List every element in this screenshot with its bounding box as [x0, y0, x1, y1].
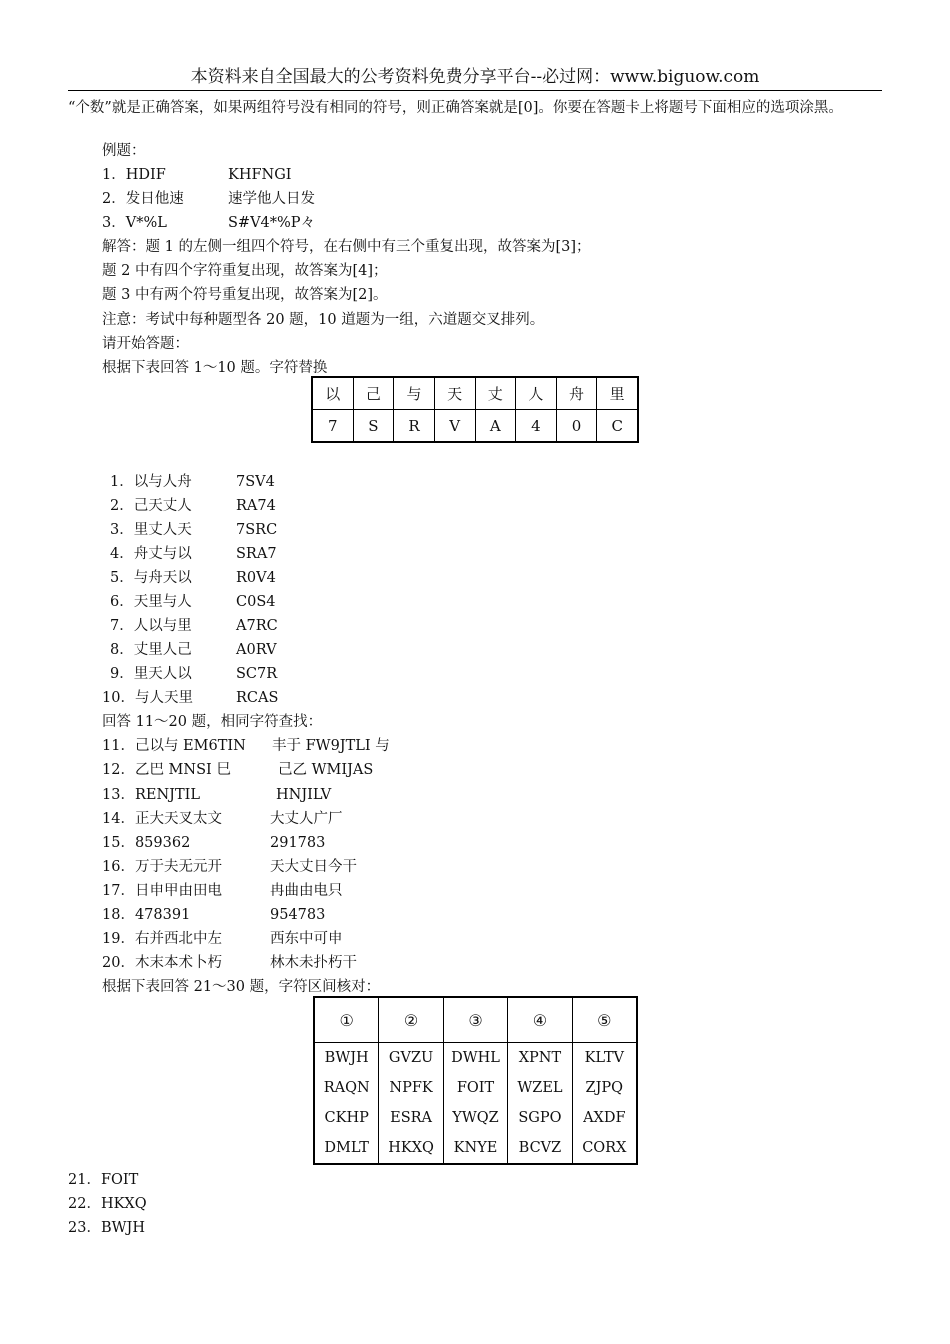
question-code: RA74 — [236, 498, 276, 514]
cell-item: NPFK — [389, 1080, 433, 1096]
question-16 — [102, 857, 357, 877]
column-cell — [443, 1043, 507, 1165]
question-code: 林木未扑朽干 — [270, 955, 357, 971]
table-cell: 丈 — [475, 377, 516, 410]
table-body-row — [314, 1043, 637, 1165]
example-3 — [102, 213, 315, 233]
table-cell: 舟 — [556, 377, 597, 410]
answer-line: 题 3 中有两个符号重复出现，故答案为[2]。 — [102, 287, 388, 303]
question-code: 丰于 FW9JTLI 与 — [272, 738, 390, 754]
example-1 — [102, 165, 292, 185]
question-code: 954783 — [270, 907, 326, 923]
table-cell: 己 — [353, 377, 394, 410]
section3-title: 根据下表回答 21～30 题，字符区间核对： — [102, 979, 381, 995]
column-cell — [572, 1043, 637, 1165]
question-23: 23．BWJH — [68, 1220, 145, 1236]
example-left: 1．HDIF — [102, 167, 166, 183]
question-code: 天大丈日今干 — [270, 859, 357, 875]
question-15 — [102, 833, 325, 853]
example-right: KHFNGI — [228, 167, 292, 183]
question-text: 4．舟丈与以 — [110, 546, 192, 562]
example-2 — [102, 189, 315, 209]
cell-item: DMLT — [324, 1140, 369, 1156]
header-rule — [68, 90, 882, 91]
cell-item: FOIT — [456, 1080, 495, 1096]
cell-item: AXDF — [583, 1110, 626, 1126]
question-7 — [110, 616, 278, 636]
cell-item: XPNT — [518, 1050, 562, 1066]
column-header: ② — [379, 997, 443, 1043]
question-code: A7RC — [236, 618, 278, 634]
cell-item: DWHL — [451, 1050, 500, 1066]
answer-line: 题 2 中有四个字符重复出现，故答案为[4]； — [102, 263, 388, 279]
answer-line: 解答：题 1 的左侧一组四个符号，在右侧中有三个重复出现，故答案为[3]； — [102, 239, 591, 255]
question-text: 2．己天丈人 — [110, 498, 192, 514]
example-right: S#V4*%P々 — [228, 215, 316, 231]
cell-item: GVZU — [388, 1050, 434, 1066]
table-cell: 4 — [516, 410, 557, 443]
table-row-codes — [312, 410, 638, 443]
question-3 — [110, 520, 277, 540]
cell-item: ESRA — [390, 1110, 433, 1126]
question-text: 17．日申甲由田电 — [102, 883, 222, 899]
cell-item: SGPO — [518, 1110, 562, 1126]
cell-item: YWQZ — [452, 1110, 499, 1126]
question-code: R0V4 — [236, 570, 276, 586]
note-line: 注意：考试中每种题型各 20 题，10 道题为一组，六道题交叉排列。 — [102, 312, 545, 328]
question-code: 7SRC — [236, 522, 278, 538]
question-10 — [102, 688, 278, 708]
question-9 — [110, 664, 277, 684]
section1-title: 根据下表回答 1～10 题。字符替换 — [102, 360, 328, 376]
question-text: 10．与人天里 — [102, 690, 193, 706]
question-code: C0S4 — [236, 594, 276, 610]
question-code: 西东中可申 — [270, 931, 343, 947]
question-text: 8．丈里人己 — [110, 642, 192, 658]
column-cell — [314, 1043, 379, 1165]
question-18 — [102, 905, 325, 925]
table-cell: R — [394, 410, 435, 443]
column-cell — [379, 1043, 443, 1165]
table-cell: 天 — [434, 377, 475, 410]
cell-item: HKXQ — [388, 1140, 434, 1156]
question-19 — [102, 929, 343, 949]
question-code: 冉曲由电只 — [270, 883, 343, 899]
question-11 — [102, 736, 390, 756]
question-code: HNJILV — [276, 787, 332, 803]
question-code: 7SV4 — [236, 474, 275, 490]
cell-item: CORX — [582, 1140, 627, 1156]
question-13 — [102, 785, 331, 805]
question-text: 12．乙巴 MNSI 巳 — [102, 762, 231, 778]
question-1 — [110, 472, 275, 492]
page-header: 本资料来自全国最大的公考资料免费分享平台--必过网：www.biguow.com — [190, 67, 760, 87]
cell-item: ZJPQ — [585, 1080, 624, 1096]
cell-item: WZEL — [517, 1080, 563, 1096]
question-text: 19．右并西北中左 — [102, 931, 222, 947]
question-text: 11．己以与 EM6TIN — [102, 738, 246, 754]
question-code: SC7R — [236, 666, 278, 682]
interval-table — [313, 996, 638, 1165]
table-cell: A — [475, 410, 516, 443]
question-code: A0RV — [236, 642, 277, 658]
question-code: 己乙 WMIJAS — [278, 762, 374, 778]
column-header: ④ — [508, 997, 572, 1043]
question-text: 16．万于夫无元开 — [102, 859, 222, 875]
question-20 — [102, 953, 357, 973]
table-cell: 里 — [597, 377, 638, 410]
question-14 — [102, 809, 343, 829]
question-5 — [110, 568, 276, 588]
question-6 — [110, 592, 275, 612]
example-title: 例题： — [102, 143, 146, 159]
table-row-chars — [312, 377, 638, 410]
question-2 — [110, 496, 276, 516]
start-line: 请开始答题： — [102, 336, 189, 352]
question-4 — [110, 544, 277, 564]
section2-title: 回答 11～20 题，相同字符查找： — [102, 714, 323, 730]
table-cell: 人 — [516, 377, 557, 410]
cell-item: BCVZ — [518, 1140, 562, 1156]
table-cell: 7 — [312, 410, 353, 443]
table-cell: S — [353, 410, 394, 443]
question-text: 6．天里与人 — [110, 594, 192, 610]
question-text: 20．木末本术卜朽 — [102, 955, 222, 971]
question-text: 3．里丈人天 — [110, 522, 192, 538]
question-code: SRA7 — [236, 546, 277, 562]
example-right: 速学他人日发 — [228, 191, 315, 207]
column-header: ① — [314, 997, 379, 1043]
question-8 — [110, 640, 277, 660]
question-text: 14．正大天叉太文 — [102, 811, 222, 827]
question-code: RCAS — [236, 690, 279, 706]
column-header: ③ — [443, 997, 507, 1043]
table-cell: 0 — [556, 410, 597, 443]
example-left: 3．V*%L — [102, 215, 167, 231]
question-text: 5．与舟天以 — [110, 570, 192, 586]
cell-item: RAQN — [323, 1080, 370, 1096]
question-12 — [102, 760, 373, 780]
question-text: 1．以与人舟 — [110, 474, 192, 490]
cell-item: KLTV — [584, 1050, 625, 1066]
cell-item: KNYE — [453, 1140, 498, 1156]
question-text: 7．人以与里 — [110, 618, 192, 634]
cell-item: CKHP — [324, 1110, 369, 1126]
table-cell: V — [434, 410, 475, 443]
question-text: 13．RENJTIL — [102, 787, 200, 803]
table-cell: 以 — [312, 377, 353, 410]
question-code: 大丈人广厂 — [270, 811, 343, 827]
cell-item: BWJH — [324, 1050, 369, 1066]
question-text: 18．478391 — [102, 907, 191, 923]
question-text: 9．里天人以 — [110, 666, 192, 682]
question-22: 22．HKXQ — [68, 1196, 147, 1212]
example-left: 2．发日他速 — [102, 191, 184, 207]
question-text: 15．859362 — [102, 835, 191, 851]
table-cell: C — [597, 410, 638, 443]
table-header-row — [314, 997, 637, 1043]
question-code: 291783 — [270, 835, 326, 851]
intro-paragraph: “个数”就是正确答案，如果两组符号没有相同的符号，则正确答案就是[0]。你要在答题卡上将题号下面相应的选项涂黑。 — [68, 100, 843, 116]
column-header: ⑤ — [572, 997, 637, 1043]
table-cell: 与 — [394, 377, 435, 410]
question-21: 21．FOIT — [68, 1172, 139, 1188]
question-17 — [102, 881, 343, 901]
substitution-table — [311, 376, 639, 443]
column-cell — [508, 1043, 572, 1165]
